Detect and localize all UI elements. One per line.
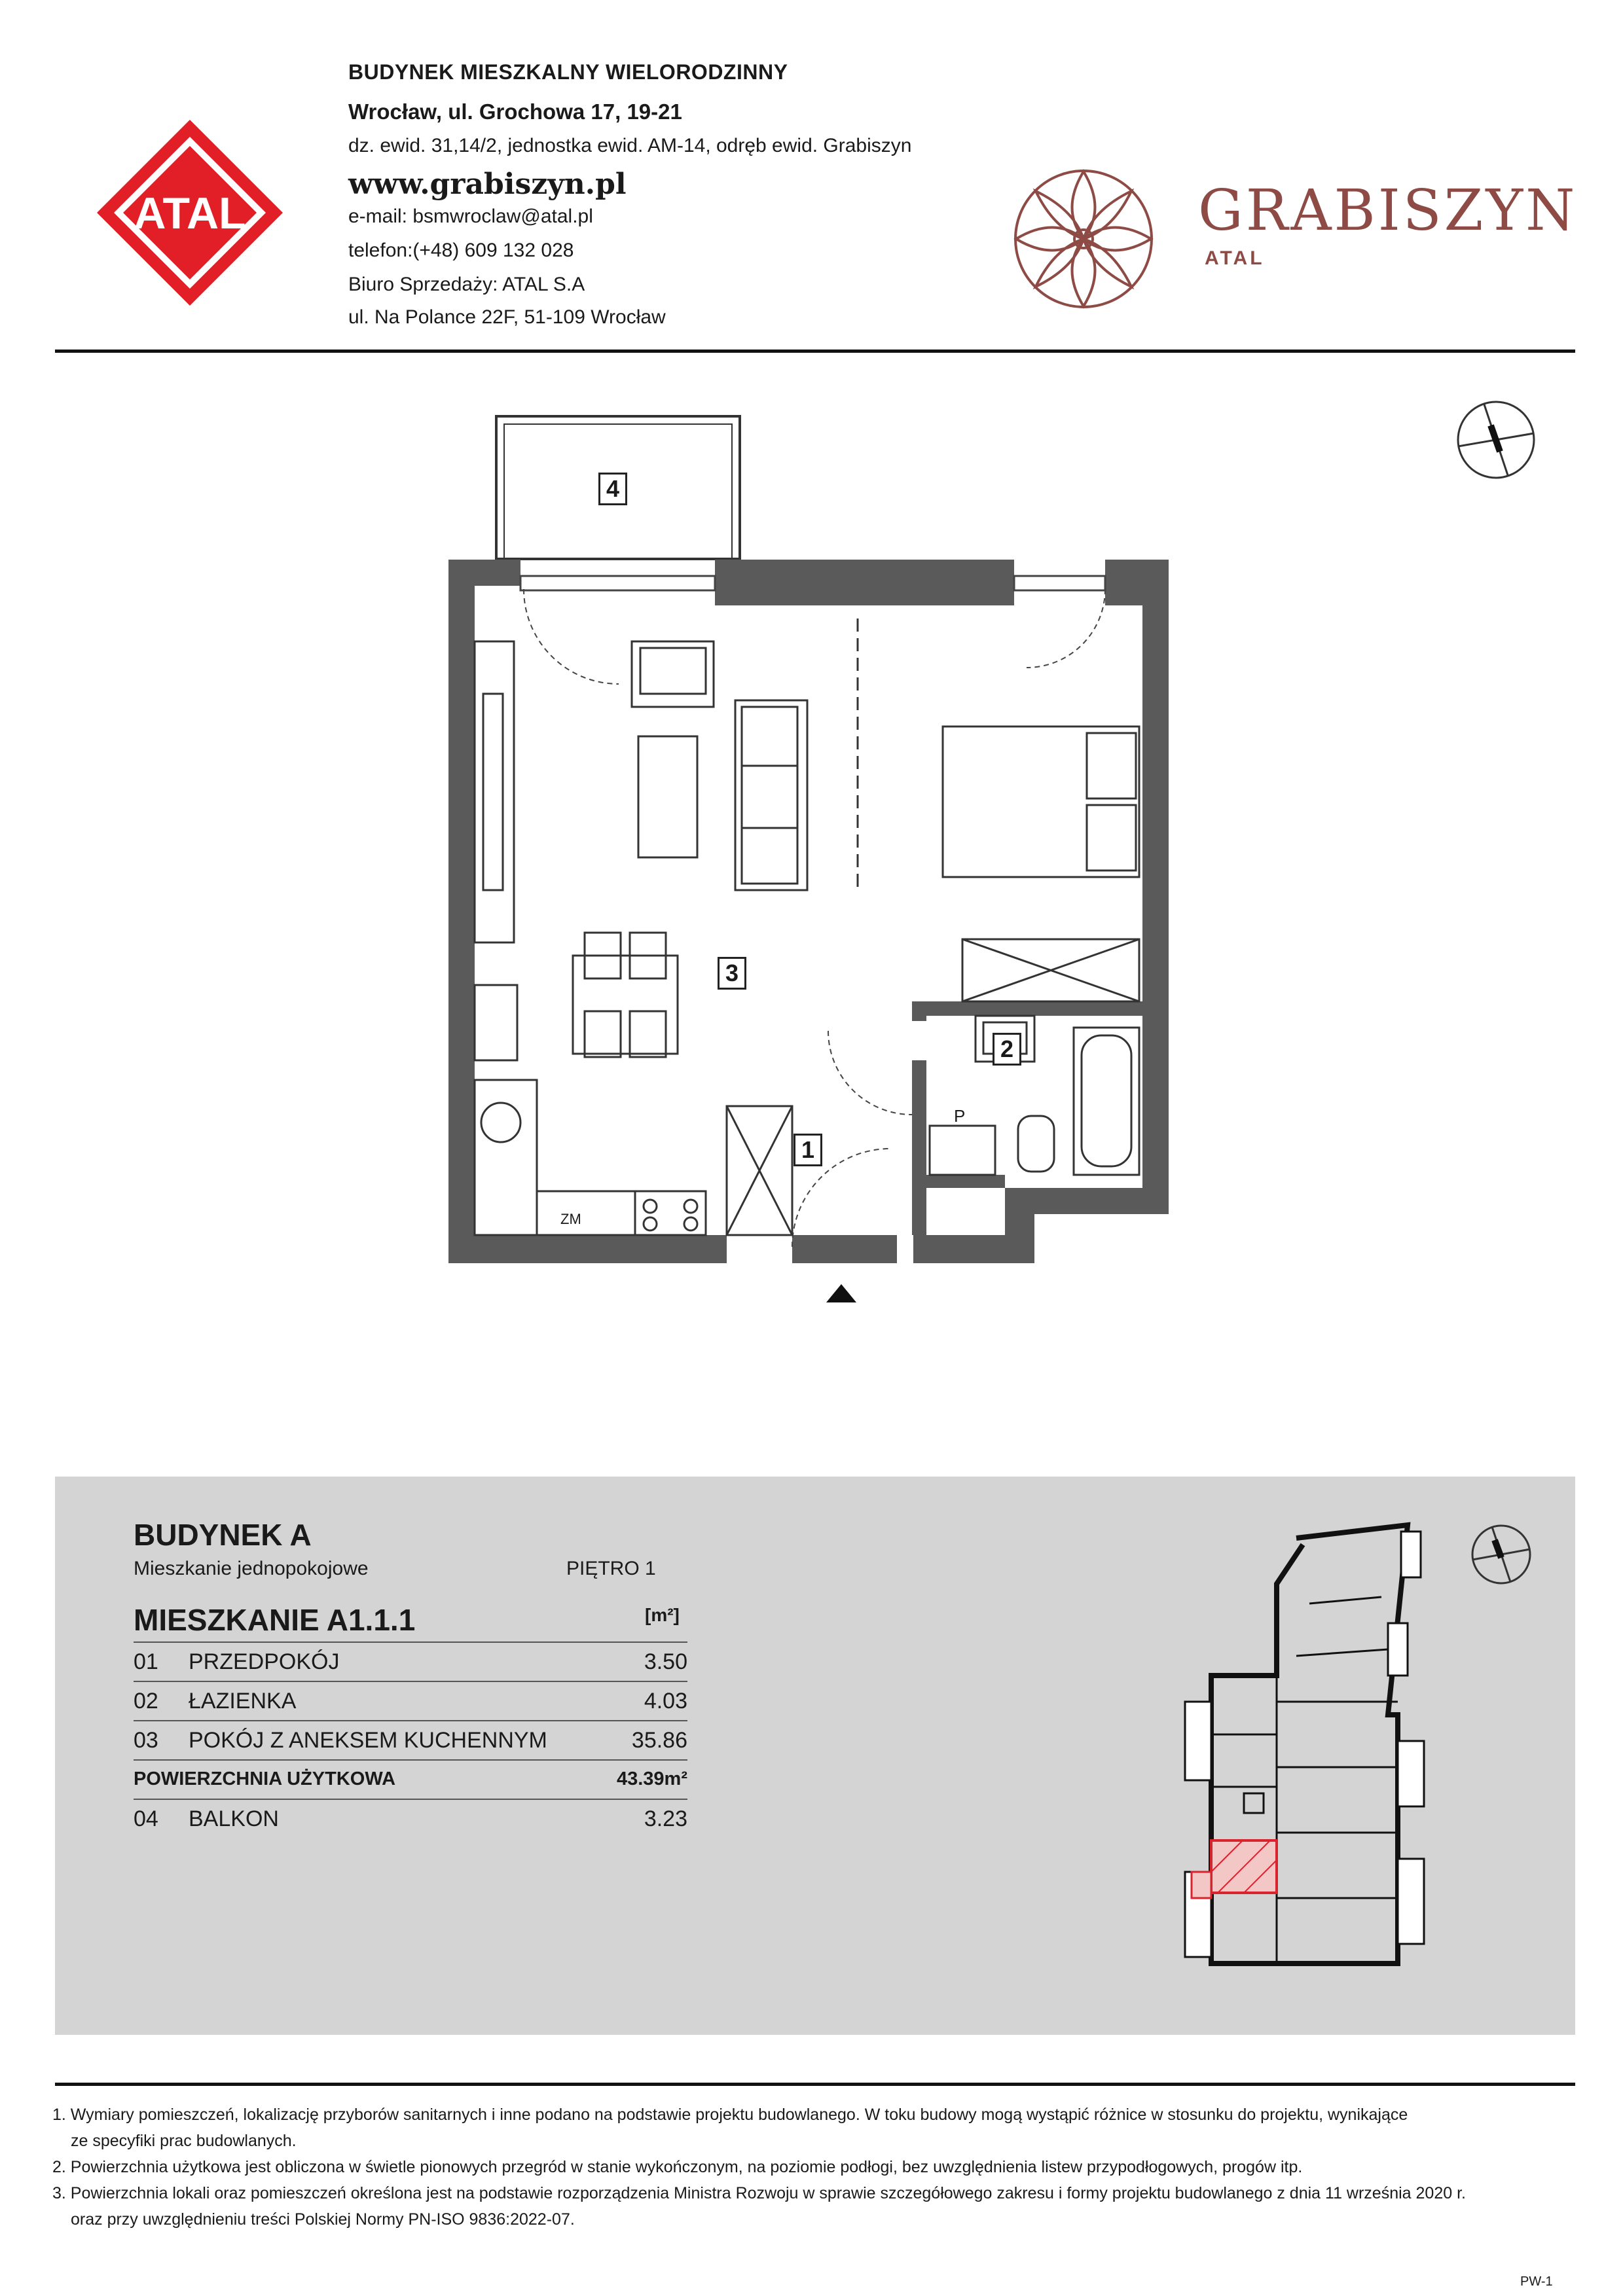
highlighted-apartment	[1192, 1840, 1277, 1898]
usable-area-label: POWIERZCHNIA UŻYTKOWA	[134, 1768, 396, 1789]
room-area: 3.50	[644, 1649, 687, 1674]
note-3-cont: oraz przy uwzględnieniu treści Polskiej Normy PN-ISO 9836:2022-07.	[71, 2210, 575, 2229]
apartment-name: MIESZKANIE A1.1.1	[134, 1603, 416, 1637]
header-divider	[55, 350, 1575, 353]
entrance-triangle-icon	[826, 1284, 856, 1302]
address: Wrocław, ul. Grochowa 17, 19-21	[348, 99, 682, 124]
fridge-label: ZM	[560, 1211, 581, 1227]
grabiszyn-emblem	[1002, 157, 1165, 321]
room-label-bathroom: 2	[993, 1033, 1021, 1066]
room-name: ŁAZIENKA	[189, 1689, 297, 1713]
room-area: 35.86	[631, 1728, 687, 1753]
project-subname: ATAL	[1205, 247, 1265, 269]
room-number: 04	[134, 1806, 158, 1831]
room-name: PRZEDPOKÓJ	[189, 1649, 340, 1674]
appliance-label: P	[954, 1106, 966, 1126]
apartment-type: Mieszkanie jednopokojowe	[134, 1558, 369, 1579]
table-row	[134, 1720, 687, 1759]
email-link[interactable]: e-mail: bsmwroclaw@atal.pl	[348, 206, 593, 227]
room-label-balcony: 4	[598, 473, 627, 505]
phone-text: telefon:(+48) 609 132 028	[348, 240, 574, 261]
area-unit: [m²]	[645, 1605, 680, 1625]
sales-office-address: ul. Na Polance 22F, 51-109 Wrocław	[348, 306, 666, 328]
usable-area-value: 43.39m²	[616, 1768, 687, 1789]
room-label-hall: 1	[793, 1134, 822, 1166]
key-plan-north-icon	[1468, 1522, 1534, 1587]
note-3: 3. Powierzchnia lokali oraz pomieszczeń określona jest na podstawie rozporządzenia Ministra Rozwoju w sprawie szczegółowego zakresu i formy projektu budowlanego z dnia 11 września 2020 r.	[52, 2184, 1466, 2202]
room-number: 02	[134, 1689, 158, 1713]
note-1-cont: ze specyfiki prac budowlanych.	[71, 2132, 297, 2150]
note-2: 2. Powierzchnia użytkowa jest obliczona w świetle pionowych przegród w stanie wykończonym, na poziomie podłogi, bez uwzględnienia listew przypodłogowych, progów itp.	[52, 2158, 1303, 2176]
floor-plan	[0, 393, 1623, 1342]
north-arrow-icon	[1458, 402, 1534, 478]
usable-area-row	[134, 1759, 687, 1799]
footer-divider	[55, 2083, 1575, 2086]
floor-label: PIĘTRO 1	[566, 1558, 656, 1579]
room-name: BALKON	[189, 1806, 279, 1831]
parcel-info: dz. ewid. 31,14/2, jednostka ewid. AM-14, odręb ewid. Grabiszyn	[348, 135, 912, 156]
room-number: 01	[134, 1649, 158, 1674]
website-link[interactable]: www.grabiszyn.pl	[348, 168, 627, 201]
atal-logo-text: ATAL	[134, 188, 246, 238]
table-row	[134, 1681, 687, 1720]
atal-logo	[92, 115, 288, 311]
kitchen-counter	[475, 641, 792, 1235]
note-1: 1. Wymiary pomieszczeń, lokalizację przyborów sanitarnych i inne podano na podstawie projektu budowlanego. W toku budowy mogą wystąpić różnice w stosunku do projektu, wynikające	[52, 2106, 1408, 2124]
project-name: GRABISZYN	[1198, 178, 1578, 243]
page-code: PW-1	[1520, 2274, 1553, 2289]
bathroom-fixtures	[930, 1016, 1139, 1175]
room-area: 4.03	[644, 1689, 687, 1713]
table-row	[134, 1641, 687, 1681]
building-name: BUDYNEK A	[134, 1518, 312, 1552]
room-label-main: 3	[718, 957, 746, 990]
living-furniture	[573, 619, 1139, 1057]
room-name: POKÓJ Z ANEKSEM KUCHENNYM	[189, 1728, 547, 1753]
room-number: 03	[134, 1728, 158, 1753]
document-title: BUDYNEK MIESZKALNY WIELORODZINNY	[348, 60, 788, 84]
sales-office: Biuro Sprzedaży: ATAL S.A	[348, 274, 585, 295]
room-area: 3.23	[644, 1806, 687, 1831]
table-row	[134, 1799, 687, 1838]
